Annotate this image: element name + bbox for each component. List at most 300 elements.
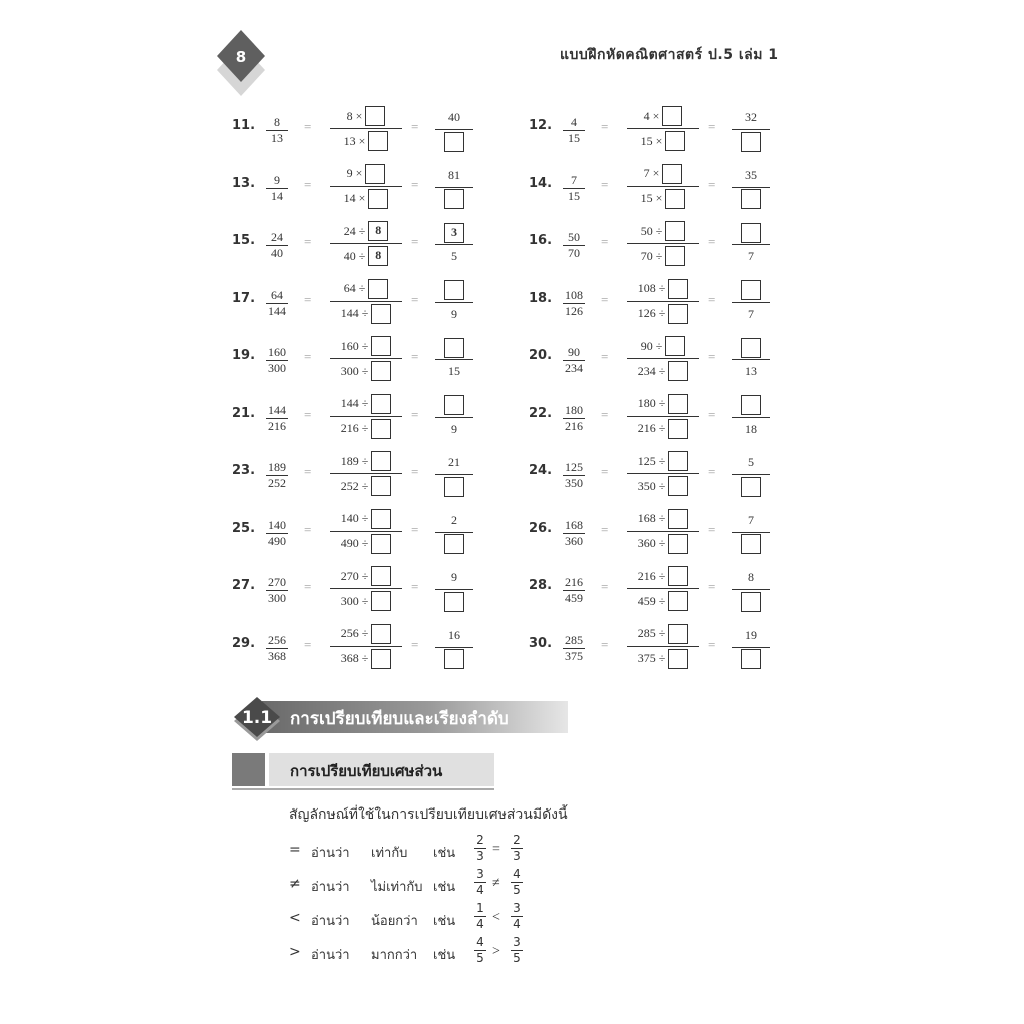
answer-box[interactable] — [668, 394, 688, 414]
given-denominator: 15 — [568, 131, 580, 145]
result-numerator-slot — [732, 106, 770, 129]
equals-sign: = — [304, 119, 312, 134]
working-fraction — [627, 334, 699, 383]
answer-box[interactable] — [665, 246, 685, 266]
result-fraction — [732, 336, 770, 383]
answer-box[interactable]: 8 — [368, 221, 388, 241]
example-label: เช่น — [433, 914, 456, 929]
operator: ÷ — [658, 453, 666, 468]
exercise-row — [232, 449, 492, 499]
denominator: 4 — [476, 917, 484, 931]
result-denominator-slot — [732, 648, 770, 671]
given-fraction — [563, 231, 585, 260]
operator: ÷ — [658, 363, 666, 378]
result-denominator-slot — [435, 130, 473, 153]
operator: × — [355, 108, 363, 123]
given-numerator: 24 — [271, 230, 283, 244]
result-numerator-slot — [435, 509, 473, 532]
example-fraction-right — [511, 936, 523, 965]
symbol-row — [289, 868, 549, 902]
read-as-label: อ่านว่า — [311, 880, 350, 895]
equals-sign: = — [411, 291, 419, 307]
numerator: 2 — [513, 833, 521, 847]
example-fraction-left — [474, 868, 486, 897]
result-numerator: 81 — [448, 167, 460, 182]
numerator: 4 — [476, 935, 484, 949]
result-denominator-slot — [732, 303, 770, 326]
page-number: 8 — [235, 48, 247, 66]
given-denominator: 375 — [565, 648, 583, 663]
result-denominator-slot — [732, 130, 770, 153]
example-fraction-right — [511, 868, 523, 897]
answer-box[interactable] — [368, 189, 388, 209]
symbol-meaning: เท่ากับ — [371, 846, 408, 861]
equals-sign: = — [304, 579, 312, 594]
symbol-row — [289, 834, 549, 868]
answer-box[interactable] — [741, 592, 761, 612]
result-denominator: 5 — [451, 249, 457, 263]
result-denominator: 15 — [448, 364, 460, 378]
working-numerator: 125 — [637, 453, 656, 468]
given-denominator: 126 — [565, 303, 583, 318]
answer-box[interactable]: 3 — [444, 223, 464, 243]
subsection-underline — [232, 788, 494, 790]
equals-sign: = — [708, 636, 716, 652]
working-denominator: 144 — [340, 306, 359, 320]
answer-box[interactable] — [444, 649, 464, 669]
given-fraction — [266, 289, 288, 318]
working-fraction — [330, 622, 402, 671]
result-denominator-slot — [435, 245, 473, 268]
comparison-symbol: = — [289, 842, 301, 858]
working-fraction — [330, 334, 402, 383]
exercise-number: 21. — [232, 405, 256, 421]
comparison-symbol: > — [289, 944, 301, 960]
denominator: 4 — [476, 883, 484, 897]
given-numerator: 160 — [268, 345, 286, 359]
equals-sign: = — [411, 176, 419, 192]
symbol-meaning: มากกว่า — [371, 948, 418, 963]
answer-box[interactable] — [365, 106, 385, 126]
answer-box[interactable] — [668, 476, 688, 496]
answer-box[interactable] — [665, 336, 685, 356]
answer-box[interactable] — [668, 279, 688, 299]
exercise-row — [529, 219, 789, 269]
operator: ÷ — [655, 248, 663, 263]
given-fraction — [266, 346, 288, 375]
section-number: 1.1 — [241, 708, 273, 728]
exercise-number: 28. — [529, 578, 553, 593]
working-denominator: 40 — [343, 248, 356, 263]
equals-sign: = — [601, 291, 609, 307]
exercise-row — [529, 162, 789, 212]
example-operator: ≠ — [492, 876, 500, 891]
working-denominator: 459 — [637, 593, 656, 608]
working-denominator: 13 — [343, 133, 356, 148]
answer-box[interactable] — [371, 566, 391, 586]
answer-box[interactable] — [665, 189, 685, 209]
working-fraction — [627, 507, 699, 556]
equals-sign: = — [601, 636, 609, 652]
operator: ÷ — [361, 453, 369, 468]
result-fraction — [732, 221, 770, 268]
given-numerator: 50 — [568, 230, 580, 244]
working-numerator: 90 — [640, 338, 653, 353]
answer-box[interactable] — [741, 132, 761, 152]
given-denominator: 490 — [268, 533, 286, 548]
numerator: 4 — [513, 867, 521, 881]
result-numerator-slot — [732, 279, 770, 302]
example-label: เช่น — [433, 846, 456, 861]
numerator: 3 — [513, 935, 521, 949]
given-fraction — [266, 174, 288, 203]
answer-box[interactable] — [371, 336, 391, 356]
answer-box[interactable] — [365, 164, 385, 184]
given-denominator: 252 — [268, 476, 286, 490]
equals-sign: = — [304, 406, 312, 422]
operator: ÷ — [361, 338, 369, 353]
result-fraction — [435, 221, 473, 268]
operator: ÷ — [361, 626, 369, 640]
operator: ÷ — [358, 248, 366, 263]
denominator: 3 — [476, 849, 484, 863]
result-numerator-slot — [732, 221, 770, 244]
equals-sign: = — [411, 521, 419, 537]
symbol-meaning: ไม่เท่ากับ — [371, 880, 423, 895]
answer-box[interactable] — [741, 338, 761, 358]
working-numerator: 168 — [637, 511, 656, 525]
working-numerator: 9 — [346, 166, 353, 180]
given-fraction — [563, 116, 585, 145]
operator: ÷ — [361, 421, 369, 435]
given-numerator: 140 — [268, 517, 286, 532]
answer-box[interactable] — [444, 592, 464, 612]
answer-box[interactable] — [741, 280, 761, 300]
answer-box[interactable] — [665, 131, 685, 151]
working-fraction — [627, 277, 699, 326]
result-denominator-slot — [435, 303, 473, 326]
given-numerator: 125 — [565, 460, 583, 474]
answer-box[interactable] — [444, 534, 464, 554]
operator: ÷ — [658, 281, 666, 295]
working-denominator: 234 — [637, 363, 656, 378]
answer-box[interactable] — [668, 534, 688, 554]
result-denominator-slot — [732, 245, 770, 268]
numerator: 3 — [513, 901, 521, 915]
result-denominator-slot — [435, 360, 473, 383]
exercise-number: 30. — [529, 635, 553, 651]
equals-sign: = — [304, 349, 312, 364]
answer-box[interactable] — [371, 394, 391, 414]
given-numerator: 256 — [268, 632, 286, 647]
answer-box[interactable] — [668, 361, 688, 381]
equals-sign: = — [411, 234, 419, 249]
result-denominator: 13 — [745, 364, 757, 378]
given-numerator: 180 — [565, 402, 583, 417]
working-numerator: 7 — [643, 166, 650, 180]
symbol-row — [289, 936, 549, 970]
working-numerator: 24 — [343, 223, 356, 238]
answer-box[interactable] — [368, 279, 388, 299]
result-fraction — [435, 566, 473, 613]
answer-box[interactable] — [444, 477, 464, 497]
given-denominator: 14 — [271, 188, 283, 203]
result-fraction — [732, 509, 770, 556]
equals-sign: = — [411, 406, 419, 422]
denominator: 4 — [513, 917, 521, 931]
answer-box[interactable] — [444, 338, 464, 358]
answer-box[interactable] — [668, 451, 688, 471]
read-as-label: อ่านว่า — [311, 914, 350, 929]
answer-box[interactable] — [662, 106, 682, 126]
result-fraction — [435, 106, 473, 153]
equals-sign: = — [708, 119, 716, 134]
answer-box[interactable] — [444, 189, 464, 209]
equals-sign: = — [708, 521, 716, 537]
equals-sign: = — [411, 349, 419, 364]
answer-box[interactable] — [371, 451, 391, 471]
result-numerator: 35 — [745, 167, 757, 182]
operator: ÷ — [658, 306, 666, 320]
operator: ÷ — [361, 478, 369, 493]
result-numerator-slot — [732, 164, 770, 187]
given-denominator: 40 — [271, 246, 283, 260]
exercise-number: 15. — [232, 233, 256, 248]
result-numerator-slot — [435, 279, 473, 302]
given-numerator: 168 — [565, 517, 583, 532]
answer-box[interactable] — [444, 132, 464, 152]
exercise-row — [529, 622, 789, 672]
section-number-diamond — [230, 697, 290, 741]
equals-sign: = — [708, 579, 716, 594]
read-as-label: อ่านว่า — [311, 846, 350, 861]
equals-sign: = — [304, 176, 312, 192]
operator: ÷ — [658, 568, 666, 583]
answer-box[interactable] — [668, 419, 688, 439]
equals-sign: = — [304, 234, 312, 249]
working-numerator: 8 — [346, 108, 353, 123]
answer-box[interactable] — [371, 591, 391, 611]
example-operator: < — [492, 910, 500, 925]
working-numerator: 108 — [637, 281, 656, 295]
result-numerator-slot — [435, 164, 473, 187]
given-denominator: 144 — [268, 303, 286, 318]
equals-sign: = — [708, 464, 716, 479]
result-numerator: 21 — [448, 455, 460, 469]
answer-box[interactable] — [741, 189, 761, 209]
exercise-row — [529, 104, 789, 154]
operator: ÷ — [361, 363, 369, 378]
result-fraction — [435, 624, 473, 671]
working-denominator: 14 — [343, 191, 356, 205]
answer-box[interactable] — [665, 221, 685, 241]
answer-box[interactable] — [368, 131, 388, 151]
result-numerator-slot — [732, 336, 770, 359]
result-denominator-slot — [435, 418, 473, 441]
given-fraction — [563, 576, 585, 605]
given-fraction — [266, 634, 288, 663]
answer-box[interactable] — [668, 509, 688, 529]
equals-sign: = — [304, 636, 312, 652]
result-denominator: 9 — [451, 421, 457, 436]
given-fraction — [266, 116, 288, 145]
answer-box[interactable] — [668, 566, 688, 586]
numerator: 2 — [476, 833, 484, 847]
working-denominator: 360 — [637, 536, 656, 550]
answer-box[interactable] — [371, 361, 391, 381]
answer-box[interactable] — [371, 304, 391, 324]
result-numerator-slot — [732, 566, 770, 589]
result-fraction — [435, 394, 473, 441]
numerator: 1 — [476, 901, 484, 915]
answer-box[interactable] — [371, 649, 391, 669]
exercise-row — [232, 564, 492, 614]
equals-sign: = — [411, 636, 419, 652]
exercise-number: 29. — [232, 635, 256, 651]
operator: ÷ — [658, 511, 666, 525]
equals-sign: = — [304, 291, 312, 307]
result-numerator-slot — [435, 394, 473, 417]
given-fraction — [266, 576, 288, 605]
exercise-number: 14. — [529, 175, 553, 191]
result-denominator-slot — [732, 533, 770, 556]
working-fraction — [627, 564, 699, 613]
working-denominator: 368 — [340, 651, 359, 665]
working-numerator: 180 — [637, 396, 656, 410]
exercise-number: 16. — [529, 233, 553, 248]
result-numerator-slot — [732, 394, 770, 417]
result-denominator-slot — [732, 590, 770, 613]
section-header — [230, 697, 570, 741]
working-denominator: 300 — [340, 363, 359, 378]
given-numerator: 8 — [274, 115, 280, 129]
result-numerator-slot — [435, 336, 473, 359]
answer-box[interactable] — [741, 477, 761, 497]
operator: ÷ — [358, 223, 366, 238]
answer-box[interactable] — [371, 624, 391, 644]
answer-box[interactable] — [371, 534, 391, 554]
equals-sign: = — [601, 234, 609, 249]
result-numerator: 32 — [745, 110, 757, 124]
given-denominator: 300 — [268, 361, 286, 375]
given-numerator: 90 — [568, 345, 580, 359]
operator: ÷ — [361, 511, 369, 525]
given-denominator: 368 — [268, 648, 286, 663]
example-fraction-left — [474, 902, 486, 931]
denominator: 3 — [513, 849, 521, 863]
answer-box[interactable] — [668, 624, 688, 644]
answer-box[interactable] — [741, 534, 761, 554]
subsection-title: การเปรียบเทียบเศษส่วน — [290, 762, 443, 780]
operator: ÷ — [361, 568, 369, 583]
given-denominator: 216 — [268, 418, 286, 433]
exercise-number: 11. — [232, 118, 256, 133]
working-fraction — [330, 564, 402, 613]
answer-box[interactable] — [741, 223, 761, 243]
comparison-symbol: ≠ — [289, 876, 301, 892]
exercise-number: 23. — [232, 463, 256, 478]
answer-box[interactable] — [444, 280, 464, 300]
result-denominator: 18 — [745, 421, 757, 436]
result-numerator-slot — [435, 566, 473, 589]
working-numerator: 50 — [640, 223, 653, 238]
operator: ÷ — [655, 338, 663, 353]
result-fraction — [732, 279, 770, 326]
working-denominator: 216 — [637, 421, 656, 435]
working-fraction — [330, 219, 402, 268]
result-fraction — [435, 451, 473, 498]
working-fraction — [330, 277, 402, 326]
equals-sign: = — [411, 119, 419, 134]
example-operator: = — [492, 842, 500, 857]
answer-box[interactable]: 8 — [368, 246, 388, 266]
exercise-row — [529, 564, 789, 614]
equals-sign: = — [601, 464, 609, 479]
operator: ÷ — [361, 593, 369, 608]
given-numerator: 270 — [268, 575, 286, 589]
working-numerator: 256 — [340, 626, 359, 640]
equals-sign: = — [708, 349, 716, 364]
operator: × — [358, 191, 366, 205]
equals-sign: = — [601, 579, 609, 594]
given-denominator: 234 — [565, 361, 583, 375]
answer-box[interactable] — [741, 649, 761, 669]
answer-box[interactable] — [668, 649, 688, 669]
equals-sign: = — [411, 464, 419, 479]
given-numerator: 189 — [268, 460, 286, 474]
answer-box[interactable] — [741, 395, 761, 415]
exercise-row — [529, 277, 789, 327]
operator: ÷ — [658, 421, 666, 435]
answer-box[interactable] — [444, 395, 464, 415]
subsection-marker — [232, 753, 265, 786]
working-fraction — [330, 392, 402, 441]
working-numerator: 189 — [340, 453, 359, 468]
answer-box[interactable] — [371, 419, 391, 439]
result-fraction — [732, 394, 770, 441]
working-fraction — [627, 392, 699, 441]
given-denominator: 216 — [565, 418, 583, 433]
working-denominator: 15 — [640, 191, 653, 205]
given-denominator: 70 — [568, 246, 580, 260]
exercise-row — [232, 507, 492, 557]
operator: × — [355, 166, 363, 180]
operator: ÷ — [361, 306, 369, 320]
exercise-number: 26. — [529, 520, 553, 536]
example-fraction-right — [511, 902, 523, 931]
given-numerator: 9 — [274, 172, 280, 187]
working-denominator: 375 — [637, 651, 656, 665]
answer-box[interactable] — [371, 509, 391, 529]
example-fraction-left — [474, 834, 486, 863]
answer-box[interactable] — [371, 476, 391, 496]
given-denominator: 13 — [271, 131, 283, 145]
denominator: 5 — [513, 883, 521, 897]
result-fraction — [732, 164, 770, 211]
exercise-row — [232, 277, 492, 327]
working-numerator: 4 — [643, 108, 650, 123]
answer-box[interactable] — [662, 164, 682, 184]
given-denominator: 300 — [268, 591, 286, 605]
working-numerator: 270 — [340, 568, 359, 583]
given-numerator: 108 — [565, 287, 583, 302]
answer-box[interactable] — [668, 591, 688, 611]
denominator: 5 — [476, 951, 484, 965]
example-label: เช่น — [433, 948, 456, 963]
page-number-badge — [216, 30, 266, 96]
answer-box[interactable] — [668, 304, 688, 324]
operator: ÷ — [361, 396, 369, 410]
